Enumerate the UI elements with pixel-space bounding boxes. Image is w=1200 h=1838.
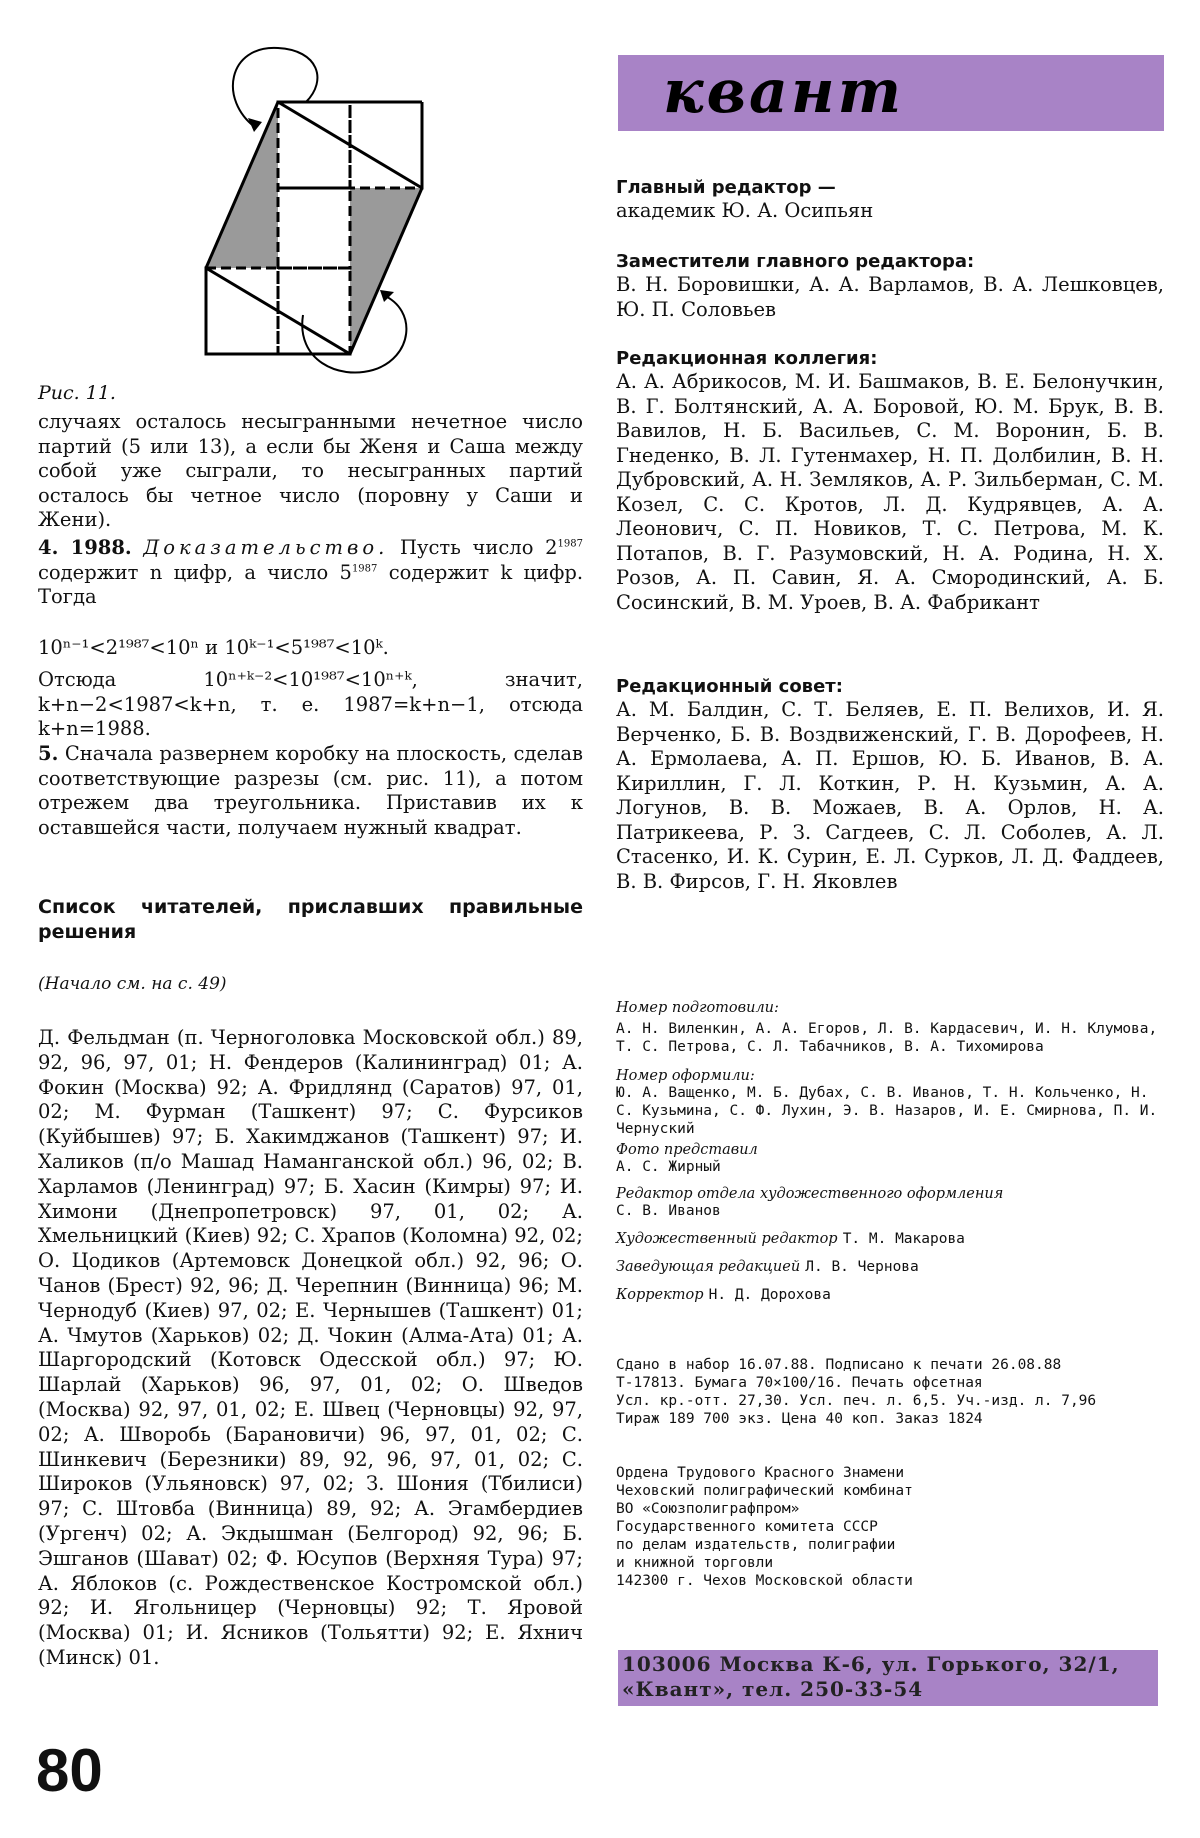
deputies-label: Заместители главного редактора: — [616, 251, 975, 272]
printer-info: Ордена Трудового Красного Знамени Чеховский полиграфический комбинат ВО «Союзполиграфпром» Государственного комитета СССР по делам издательств, полиграфии и книжной торговли 142300 г. Чехов Московской области — [616, 1465, 913, 1589]
paragraph-parties: случаях осталось несыгранными нечетное число партий (5 или 13), а если бы Женя и Саша между собой уже сыграли, то несыгранных партий осталось бы четное число (поровну у Саши и Жени). — [38, 410, 583, 531]
figure-11 — [178, 40, 538, 380]
address-banner — [618, 1650, 1158, 1706]
board-names: А. А. Абрикосов, М. И. Башмаков, В. Е. Белонучкин, В. Г. Болтянский, А. А. Боровой, Ю. М. Брук, В. В. Вавилов, Н. Б. Васильев, С. М. Воронин, Б. В. Гнеденко, В. Л. Гутенмахер, Н. П. Долбилин, В. Н. Дубровский, А. Н. Земляков, А. Р. Зильберман, С. М. Козел, С. С. Кротов, Л. Д. Кудрявцев, А. А. Леонович, С. П. Новиков, Т. С. Петрова, М. К. Потапов, В. Г. Разумовский, Н. А. Родина, Н. Х. Розов, А. П. Савин, Я. А. Смородинский, А. Б. Сосинский, В. М. Уроев, В. А. Фабрикант — [616, 370, 1164, 614]
office-head-line: Заведующая редакцией Л. В. Чернова — [616, 1259, 919, 1275]
deputies-block — [616, 250, 1164, 322]
paragraph-conclusion: Отсюда 10ⁿ⁺ᵏ⁻²<10¹⁹⁸⁷<10ⁿ⁺ᵏ, значит, k+n−2<1987<k+n, т. е. 1987=k+n−1, отсюда k+n=1988. — [38, 668, 583, 740]
address-line-2: «Квант», тел. 250-33-54 — [622, 1677, 924, 1701]
list-title: Список читателей, приславших правильные решения — [38, 896, 583, 943]
address-line-1: 103006 Москва К-6, ул. Горького, 32/1, — [622, 1652, 1120, 1676]
board-block — [616, 347, 1164, 615]
list-continuation-note: (Начало см. на с. 49) — [38, 974, 227, 994]
photo-label: Фото представил — [616, 1142, 758, 1158]
page-number: 80 — [36, 1737, 103, 1804]
deputies-names: В. Н. Боровишки, А. А. Варламов, В. А. Лешковцев, Ю. П. Соловьев — [616, 273, 1164, 321]
corrector-line: Корректор Н. Д. Дорохова — [616, 1287, 831, 1303]
paragraph-box: 5. Сначала развернем коробку на плоскость, сделав соответствующие разрезы (см. рис. 11), а потом отрежем два треугольника. Приставив их к оставшейся части, получаем нужный квадрат. — [38, 742, 583, 839]
readers-list: Д. Фельдман (п. Черноголовка Московской обл.) 89, 92, 96, 97, 01; Н. Фендеров (Калининград) 01; А. Фокин (Москва) 92; А. Фридлянд (Саратов) 97, 01, 02; М. Фурман (Ташкент) 97; С. Фурсиков (Куйбышев) 97; Б. Хакимджанов (Ташкент) 97; И. Халиков (п/о Машад Наманганской обл.) 96, 02; В. Харламов (Ленинград) 97; Б. Хасин (Кимры) 97; И. Химони (Днепропетровск) 97, 01, 02; А. Хмельницкий (Киев) 92; С. Храпов (Коломна) 92, 02; О. Цодиков (Артемовск Донецкой обл.) 92, 96; О. Чанов (Брест) 92, 96; Д. Черепнин (Винница) 96; М. Чернодуб (Киев) 97, 02; Е. Чернышев (Ташкент) 01; А. Чмутов (Харьков) 02; Д. Чокин (Алма-Ата) 01; А. Шаргородский (Котовск Одесской обл.) 97; Ю. Шарлай (Харьков) 96, 97, 01, 02; О. Шведов (Москва) 92, 97, 01, 02; Е. Швец (Черновцы) 92, 97, 02; А. Шворобь (Барановичи) 96, 97, 01, 02; С. Шинкевич (Березники) 89, 92, 96, 97, 01, 02; С. Широков (Ульяновск) 97, 02; З. Шония (Тбилиси) 97; С. Штовба (Винница) 89, 92; А. Эгамбердиев (Ургенч) 02; А. Экдышман (Белгород) 92, 96; Б. Эшганов (Шават) 02; Ф. Юсупов (Верхняя Тура) 97; А. Яблоков (с. Рождественское Костромской обл.) 92; И. Ягольницер (Черновцы) 92; Т. Яровой (Москва) 01; И. Ясников (Тольятти) 92; Е. Яхнич (Минск) 01. — [38, 1026, 583, 1669]
art-dept-name: С. В. Иванов — [616, 1203, 721, 1219]
prepared-names: А. Н. Виленкин, А. А. Егоров, Л. В. Кардасевич, И. Н. Клумова, Т. С. Петрова, С. Л. Табачников, В. А. Тихомирова — [616, 1021, 1158, 1055]
chief-editor-block — [616, 176, 1164, 224]
chief-editor-label: Главный редактор — — [616, 177, 836, 198]
board-label: Редакционная коллегия: — [616, 348, 878, 369]
council-label: Редакционный совет: — [616, 676, 843, 697]
council-block — [616, 675, 1164, 894]
art-dept-label: Редактор отдела художественного оформления — [616, 1186, 1004, 1202]
council-names: А. М. Балдин, С. Т. Беляев, Е. П. Велихов, И. Я. Верченко, Б. В. Воздвиженский, Г. В. Дорофеев, Н. А. Ермолаева, А. П. Ершов, Ю. Б. Иванов, В. А. Кириллин, Г. Л. Коткин, Р. Н. Кузьмин, А. А. Логунов, В. В. Можаев, В. А. Орлов, Н. А. Патрикеева, Р. З. Сагдеев, С. Л. Соболев, А. Л. Стасенко, И. К. Сурин, Е. Л. Сурков, Л. Д. Фаддеев, В. В. Фирсов, Г. Н. Яковлев — [616, 698, 1164, 893]
problem-number-5: 5. — [38, 742, 59, 765]
designed-names: Ю. А. Ващенко, М. Б. Дубах, С. В. Иванов, Т. Н. Кольченко, Н. С. Кузьмина, С. Ф. Лухин, Э. В. Назаров, И. Е. Смирнова, П. И. Чернуский — [616, 1085, 1158, 1137]
formula-inequality: 10ⁿ⁻¹<2¹⁹⁸⁷<10ⁿ и 10ᵏ⁻¹<5¹⁹⁸⁷<10ᵏ. — [38, 636, 389, 659]
proof-label: Доказательство. — [143, 536, 389, 559]
logo-kvant: квант — [663, 57, 905, 127]
prepared-label: Номер подготовили: — [616, 1000, 779, 1016]
print-info: Сдано в набор 16.07.88. Подписано к печати 26.08.88 Т-17813. Бумага 70×100/16. Печать офсетная Усл. кр.-отт. 27,30. Усл. печ. л. 6,5. Уч.-изд. л. 7,96 Тираж 189 700 экз. Цена 40 коп. Заказ 1824 — [616, 1357, 1097, 1427]
problem-number-4: 4. 1988. — [38, 536, 132, 559]
magazine-logo-banner — [618, 55, 1164, 131]
paragraph-1988: 4. 1988. Доказательство. Пусть число $2^{1987}$ содержит n цифр, а число $5^{1987}$ содержит k цифр. Тогда — [38, 536, 584, 608]
art-editor-line: Художественный редактор Т. М. Макарова — [616, 1231, 965, 1247]
designed-label: Номер оформили: — [616, 1068, 755, 1084]
photo-name: А. С. Жирный — [616, 1159, 721, 1175]
credits-block — [616, 1000, 1164, 1304]
chief-editor-name: академик Ю. А. Осипьян — [616, 199, 874, 222]
figure-caption: Рис. 11. — [38, 382, 116, 404]
